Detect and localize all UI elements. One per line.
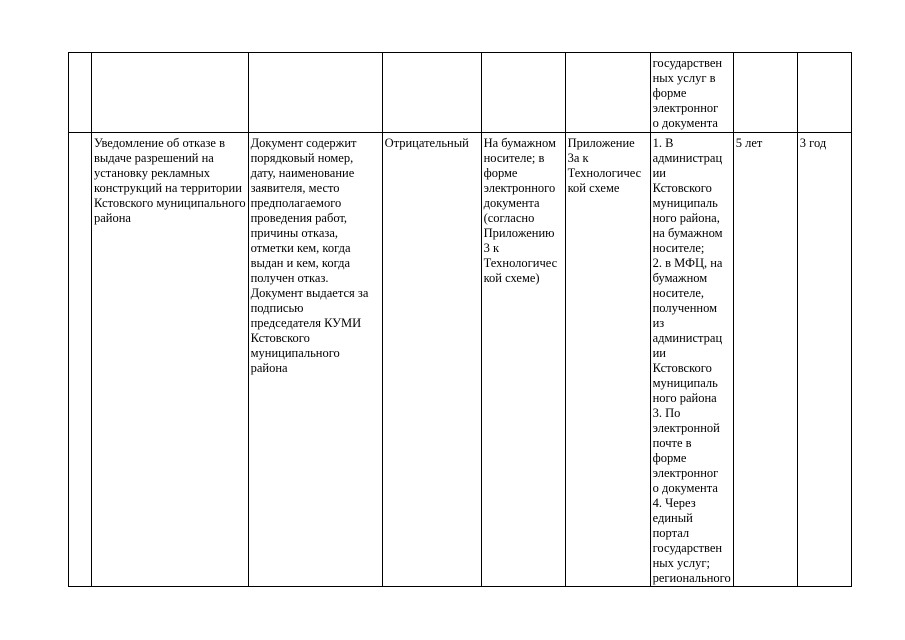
cell-number xyxy=(69,133,92,587)
text-line: документа xyxy=(483,196,540,210)
text-line: Документ содержит xyxy=(250,136,357,150)
text-line: Технологичес xyxy=(567,166,642,180)
text-line: На бумажном xyxy=(483,136,556,150)
text-line: регионального xyxy=(652,571,731,585)
text-line: причины отказа, xyxy=(250,226,339,240)
text-line: из xyxy=(652,316,665,330)
cell-result-type xyxy=(382,53,481,133)
text-line: о документа xyxy=(652,481,718,495)
text-line: 2. в МФЦ, на xyxy=(652,256,723,270)
text-line: почте в xyxy=(652,436,692,450)
text-line: Технологичес xyxy=(483,256,558,270)
text-line: дату, наименование xyxy=(250,166,355,180)
cell-form xyxy=(481,133,565,587)
storage-term-mfc: 3 год xyxy=(799,136,827,150)
text-line: выдаче разрешений на xyxy=(94,151,214,165)
text-line: Кстовского муниципального xyxy=(94,196,246,210)
text-line: кой схеме) xyxy=(483,271,540,285)
text-line: Приложение xyxy=(567,136,635,150)
text-line: установку рекламных xyxy=(94,166,210,180)
text-line: порядковый номер, xyxy=(250,151,354,165)
text-line: о документа xyxy=(652,116,718,130)
text-line: подписью xyxy=(250,301,304,315)
text-line: электронного xyxy=(483,181,556,195)
result-type-text: Отрицательный xyxy=(384,136,469,150)
text-line: района xyxy=(250,361,288,375)
text-line: муниципаль xyxy=(652,196,718,210)
text-line: электронной xyxy=(652,421,720,435)
text-line: на бумажном xyxy=(652,226,723,240)
document-table xyxy=(68,52,852,587)
cell-template xyxy=(565,133,650,587)
text-line: (согласно xyxy=(483,211,535,225)
text-line: Кстовского xyxy=(652,361,712,375)
text-line: Документ выдается за xyxy=(250,286,369,300)
text-line: государствен xyxy=(652,56,723,70)
text-line: муниципаль xyxy=(652,376,718,390)
cell-number xyxy=(69,53,92,133)
table-row-main xyxy=(69,133,852,587)
text-line: Приложению xyxy=(483,226,555,240)
text-line: администрац xyxy=(652,331,723,345)
text-line: портал xyxy=(652,526,690,540)
text-line: района xyxy=(94,211,131,225)
text-line: бумажном xyxy=(652,271,708,285)
text-line: муниципального xyxy=(250,346,340,360)
text-line: электронног xyxy=(652,101,719,115)
text-line: носителе, xyxy=(652,286,705,300)
text-line: 4. Через xyxy=(652,496,696,510)
text-line: отметки кем, когда xyxy=(250,241,351,255)
cell-methods xyxy=(650,133,733,587)
text-line: кой схеме xyxy=(567,181,620,195)
text-line: 3 к xyxy=(483,241,500,255)
cell-name xyxy=(92,133,249,587)
cell-form xyxy=(481,53,565,133)
cell-storage-org xyxy=(733,53,797,133)
text-line: единый xyxy=(652,511,693,525)
cell-storage-mfc xyxy=(797,53,851,133)
table-row-continuation xyxy=(69,53,852,133)
text-line: Кстовского xyxy=(652,181,712,195)
text-line: носителе; в xyxy=(483,151,545,165)
text-line: 3а к xyxy=(567,151,589,165)
cell-storage-mfc xyxy=(797,133,851,587)
text-line: полученном xyxy=(652,301,717,315)
text-line: ного района, xyxy=(652,211,720,225)
text-line: форме xyxy=(483,166,518,180)
text-line: председателя КУМИ xyxy=(250,316,362,330)
cell-description xyxy=(248,133,382,587)
cell-name xyxy=(92,53,249,133)
text-line: Кстовского xyxy=(250,331,310,345)
cell-storage-org xyxy=(733,133,797,587)
text-line: форме xyxy=(652,86,687,100)
text-line: электронног xyxy=(652,466,719,480)
text-line: ного района xyxy=(652,391,717,405)
cell-template xyxy=(565,53,650,133)
text-line: проведения работ, xyxy=(250,211,348,225)
text-line: ии xyxy=(652,166,666,180)
text-line: государствен xyxy=(652,541,723,555)
text-line: 3. По xyxy=(652,406,681,420)
cell-methods-continuation xyxy=(650,53,733,133)
text-line: предполагаемого xyxy=(250,196,342,210)
cell-result-type xyxy=(382,133,481,587)
text-line: форме xyxy=(652,451,687,465)
text-line: получен отказ. xyxy=(250,271,329,285)
text-line: Уведомление об отказе в xyxy=(94,136,225,150)
text-line: ии xyxy=(652,346,666,360)
storage-term-org: 5 лет xyxy=(735,136,763,150)
text-line: администрац xyxy=(652,151,723,165)
text-line: конструкций на территории xyxy=(94,181,242,195)
text-line: 1. В xyxy=(652,136,674,150)
text-line: заявителя, место xyxy=(250,181,340,195)
text-line: выдан и кем, когда xyxy=(250,256,351,270)
text-line: ных услуг в xyxy=(652,71,716,85)
cell-description xyxy=(248,53,382,133)
text-line: ных услуг; xyxy=(652,556,710,570)
text-line: носителе; xyxy=(652,241,705,255)
